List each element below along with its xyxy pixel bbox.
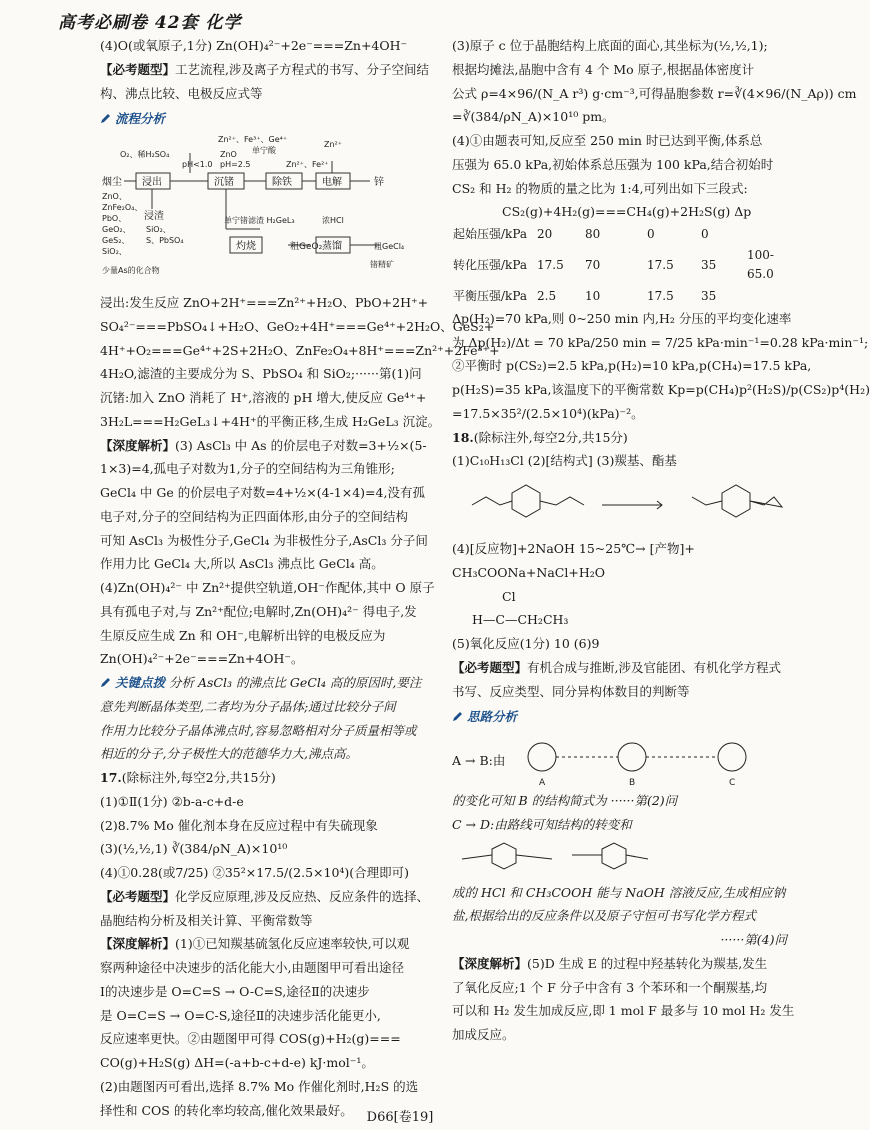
benzene-ring [602, 843, 626, 869]
flow-ions-top: Zn²⁺、Fe³⁺、Ge⁴⁺ [218, 135, 288, 144]
deep-analysis [452, 952, 797, 976]
explain-line: =∛(384/ρN_A)×10¹⁰ pm。 [452, 109, 615, 125]
answer-line: (4)[反应物]+2NaOH 15~25℃→ [产物]+ [452, 541, 695, 556]
flow-electro: 电解 [322, 177, 342, 188]
deep-line: 1×3)=4,孤电子对数为1,分子的空间结构为三角锥形; [100, 461, 395, 477]
think-text: 的变化可知 B 的结构简式为 [452, 793, 607, 808]
crude-geo2: 粗GeO₂ [290, 242, 323, 252]
tag-label: 【深度解析】 [100, 936, 176, 952]
explain-line: 根据均摊法,晶胞中含有 4 个 Mo 原子,根据晶体密度计 [452, 61, 755, 77]
residue-2: S、PbSO₄ [146, 236, 184, 245]
molecule-c [718, 743, 746, 771]
answer-line: CH₃COONa+NaCl+H₂O [452, 564, 605, 580]
type-text: 工艺流程,涉及离子方程式的书写、分子空间结 [175, 61, 429, 77]
table-cell [746, 224, 797, 245]
right-column [452, 34, 870, 1047]
residue: 浸渣 [144, 211, 164, 222]
explain-line: p(H₂S)=35 kPa,该温度下的平衡常数 Kp=p(CH₄)p²(H₂S)/p(CS₂)p⁴(H₂) [452, 382, 870, 397]
raw-3: PbO、 [102, 214, 127, 223]
think-line [452, 789, 797, 813]
flow-leach: 浸出 [142, 177, 162, 188]
deep-line: (4)Zn(OH)₄²⁻ 中 Zn²⁺提供空轨道,OH⁻作配体,其中 O 原子 [100, 580, 435, 595]
type-line [452, 656, 797, 680]
key-line: 意先判断晶体类型,二者均为分子晶体;通过比较分子间 [100, 698, 396, 714]
precip-line-1: 沉锗:加入 ZnO 消耗了 H⁺,溶液的 pH 增大,使反应 Ge⁴⁺+ [100, 390, 427, 405]
benzene-ring [512, 485, 540, 517]
raw-1: ZnO、 [102, 192, 127, 201]
leach-line-3: 4H⁺+O₂===Ge⁴⁺+2S+2H₂O、ZnFe₂O₄+8H⁺===Zn²⁺+2Fe³⁺+ [100, 342, 500, 358]
type-text: 有机合成与推断,涉及官能团、有机化学方程式 [527, 659, 781, 675]
think-line: 盐,根据给出的反应条件以及原子守恒可书写化学方程式 [452, 908, 756, 924]
deep-line: 具有孤电子对,与 Zn²⁺配位;电解时,Zn(OH)₄²⁻ 得电子,发 [100, 603, 417, 619]
explain-line: (3)原子 c 位于晶胞结构上底面的面心,其坐标为(½,½,1); [452, 38, 768, 53]
think-section-title [452, 705, 797, 729]
answer-line: (1)C₁₀H₁₃Cl (2)[结构式] (3)羰基、酯基 [452, 453, 677, 469]
benzene-ring [722, 485, 750, 517]
table-cell: 17.5 [647, 257, 674, 272]
type-line: 晶胞结构分析及相关计算、平衡常数等 [100, 912, 313, 928]
deep-analysis [100, 434, 440, 458]
benzene-ring [492, 843, 516, 869]
table-row [452, 286, 797, 307]
type-line [100, 885, 440, 909]
molecule-b [618, 743, 646, 771]
flow-ph2: pH=2.5 [220, 160, 251, 169]
product-bonds [692, 497, 782, 507]
flow-roast: 灼烧 [236, 241, 256, 252]
key-line: 相近的分子,分子极性大的范德华力大,沸点高。 [100, 746, 358, 762]
deep-line: Ⅰ的决速步是 O=C=S → O-C=S,途径Ⅱ的决速步 [100, 983, 370, 999]
crude-gecl4: 粗GeCl₄ [374, 242, 405, 251]
table-cell: 2.5 [537, 288, 557, 303]
pencil-icon [100, 676, 112, 688]
ab-scheme [452, 731, 797, 787]
molecule-a [528, 743, 556, 771]
table-cell: 20 [537, 227, 553, 241]
page-header: 高考必刷卷 42套 化学 [58, 13, 242, 33]
deep-line: 加成反应。 [452, 1027, 515, 1042]
flow-ph1: pH<1.0 [182, 160, 213, 169]
chain-bonds [472, 497, 584, 505]
flow-precip: 沉锗 [214, 177, 234, 188]
flow-ions-2: Zn²⁺、Fe²⁺ [286, 160, 329, 169]
table-cell: 转化压强/kPa [453, 257, 528, 272]
deep-line: (2)由题图丙可看出,选择 8.7% Mo 作催化剂时,H₂S 的选 [100, 1078, 419, 1094]
table-cell: 17.5 [647, 288, 674, 303]
question-number: 18. [452, 429, 474, 445]
q17-note: (除标注外,每空2分,共15分) [121, 770, 276, 785]
flow-deiron: 除铁 [272, 177, 292, 188]
leach-line-4: 4H₂O,滤渣的主要成分为 S、PbSO₄ 和 SiO₂;······第(1)问 [100, 366, 422, 382]
flow-ions-3: Zn²⁺ [324, 140, 342, 149]
structure-cl: Cl [502, 588, 516, 604]
answer-line: (4)O(或氧原子,1分) Zn(OH)₄²⁻+2e⁻===Zn+4OH⁻ [100, 38, 408, 53]
answer-line: (5)氧化反应(1分) 10 (6)9 [452, 636, 600, 651]
table-row [452, 245, 797, 285]
reaction-scheme [452, 475, 797, 535]
deep-text: (1)①已知羰基硫氢化反应速率较快,可以观 [175, 936, 410, 952]
flow-section-title [100, 107, 440, 131]
q18-header [452, 426, 797, 450]
table-cell: 0 [647, 227, 655, 241]
precip-line-2: 3H₂L===H₂GeL₃↓+4H⁺的平衡正移,生成 H₂GeL₃ 沉淀。 [100, 413, 441, 429]
label-c: C [729, 778, 736, 788]
deep-analysis [100, 932, 440, 956]
q17-header [100, 766, 440, 790]
type-line-2: 构、沸点比较、电极反应式等 [100, 85, 263, 101]
key-line: 作用力比较分子晶体沸点时,容易忽略相对分子质量相等或 [100, 722, 417, 738]
think-line: 成的 HCl 和 CH₃COOH 能与 NaOH 溶液反应,生成相应钠 [452, 884, 786, 900]
think-line: C → D:由路线可知结构的转变和 [452, 816, 632, 832]
deep-line: Zn(OH)₄²⁻+2e⁻===Zn+4OH⁻。 [100, 651, 304, 667]
deep-line: 是 O=C=S → O=C-S,途径Ⅱ的决速步活化能更小, [100, 1007, 381, 1023]
table-cell: 80 [585, 227, 601, 241]
table-row [452, 224, 797, 245]
explain-line: ②平衡时 p(CS₂)=2.5 kPa,p(H₂)=10 kPa,p(CH₄)=17.5 kPa, [452, 358, 812, 374]
pencil-icon [100, 112, 112, 124]
tag-label: 【深度解析】 [452, 955, 528, 971]
flow-tannin-acid: 单宁酸 [252, 146, 276, 155]
page-footer: D66[卷19] [366, 1110, 434, 1125]
flow-dust: 烟尘 [102, 177, 122, 188]
deep-line: 作用力比 GeCl₄ 大,所以 AsCl₃ 沸点比 GeCl₄ 高。 [100, 556, 384, 572]
think-ref: ······第(2)问 [610, 793, 678, 808]
key-label: 关键点拨 [115, 675, 166, 690]
tag-label: 【必考题型】 [452, 659, 528, 675]
deep-line: 择性和 COS 的转化率均较高,催化效果最好。 [100, 1102, 353, 1118]
conc-hcl: 浓HCl [322, 216, 344, 225]
deep-line: 可知 AsCl₃ 为极性分子,GeCl₄ 为非极性分子,AsCl₃ 分子间 [100, 532, 428, 548]
leach-line-2: SO₄²⁻===PbSO₄↓+H₂O、GeO₂+4H⁺===Ge⁴⁺+2H₂O、GeS₂+ [100, 318, 495, 334]
deep-line: 察两种途径中决速步的活化能大小,由题图甲可看出途径 [100, 960, 404, 975]
flow-zno: ZnO [220, 150, 237, 159]
answer-line: (1)①Ⅱ(1分) ②b-a-c+d-e [100, 793, 244, 809]
table-cell: 起始压强/kPa [453, 227, 528, 241]
tannin-residue: 单宁锗滤渣 H₂GeL₃ [224, 216, 295, 225]
explain-line: 为 Δp(H₂)/Δt = 70 kPa/250 min = 7/25 kPa·min⁻¹=0.28 kPa·min⁻¹; [452, 334, 869, 350]
flow-zinc: 锌 [374, 177, 384, 188]
tag-label: 【深度解析】 [100, 437, 176, 453]
table-cell: 0 [701, 227, 709, 241]
think-ref: ······第(4)问 [720, 932, 787, 947]
answer-line: (4)①0.28(或7/25) ②35²×17.5/(2.5×10⁴)(合理即可) [100, 865, 410, 880]
label-b: B [629, 778, 636, 788]
table-cell: 100-65.0 [747, 248, 774, 282]
pencil-icon [452, 710, 464, 722]
section-label: 流程分析 [115, 111, 166, 127]
deep-line: 电子对,分子的空间结构为正四面体形,由分子的空间结构 [100, 508, 408, 524]
q18-note: (除标注外,每空2分,共15分) [473, 429, 628, 445]
ab-svg [512, 731, 802, 787]
flow-reagent: O₂、稀H₂SO₄ [120, 150, 170, 159]
table-cell [746, 286, 797, 307]
table-cell: 17.5 [537, 257, 564, 272]
deep-line: 生原反应生成 Zn 和 OH⁻,电解析出锌的电极反应为 [100, 627, 386, 643]
deep-line: 了氧化反应;1 个 F 分子中含有 3 个苯环和一个酮羰基,均 [452, 979, 768, 995]
raw-6: SiO₂、 [102, 247, 127, 256]
explain-line: Δp(H₂)=70 kPa,则 0~250 min 内,H₂ 分压的平均变化速率 [452, 310, 792, 326]
deep-line: 反应速率更快。②由题图甲可得 COS(g)+H₂(g)=== [100, 1031, 401, 1047]
table-cell: 10 [585, 288, 601, 303]
equation: CS₂(g)+4H₂(g)===CH₄(g)+2H₂S(g) Δp [502, 204, 752, 220]
type-line: 书写、反应类型、同分异构体数目的判断等 [452, 683, 690, 699]
section-label: 思路分析 [467, 709, 518, 725]
explain-line: CS₂ 和 H₂ 的物质的量之比为 1:4,可列出如下三段式: [452, 180, 748, 196]
table-cell: 35 [701, 257, 717, 272]
label-a: A [539, 778, 546, 788]
explain-line: =17.5×35²/(2.5×10⁴)(kPa)⁻²。 [452, 405, 644, 421]
question-number: 17. [100, 770, 122, 785]
tag-label: 【必考题型】 [100, 61, 176, 77]
tag-label: 【必考题型】 [100, 888, 176, 904]
cd-scheme [452, 839, 797, 879]
explain-line: (4)①由题表可知,反应至 250 min 时已达到平衡,体系总 [452, 133, 763, 148]
leach-line-1: 浸出:发生反应 ZnO+2H⁺===Zn²⁺+H₂O、PbO+2H⁺+ [100, 295, 429, 310]
three-stage-table [452, 224, 797, 307]
table-cell: 35 [701, 288, 717, 303]
table-cell: 平衡压强/kPa [453, 288, 528, 303]
key-title [100, 675, 165, 690]
raw-4: GeO₂、 [102, 225, 131, 234]
explain-line: 压强为 65.0 kPa,初始体系总压强为 100 kPa,结合初始时 [452, 156, 774, 172]
deep-line: 可以和 H₂ 发生加成反应,即 1 mol F 最多与 10 mol H₂ 发生 [452, 1003, 795, 1019]
ab-label: A → B:由 [452, 753, 506, 768]
reaction-svg [452, 475, 792, 535]
cd-svg [452, 839, 792, 879]
residue-1: SiO₂、 [146, 225, 171, 234]
deep-line: GeCl₄ 中 Ge 的价层电子对数=4+½×(4-1×4)=4,没有孤 [100, 485, 425, 500]
flow-distill: 蒸馏 [322, 241, 342, 252]
type-line [100, 58, 440, 82]
flowchart-svg [100, 133, 440, 289]
answer-line: (2)8.7% Mo 催化剂本身在反应过程中有失硫现象 [100, 817, 378, 833]
type-text: 化学反应原理,涉及反应热、反应条件的选择、 [175, 888, 429, 904]
key-text: 分析 AsCl₃ 的沸点比 GeCl₄ 高的原因时,要注 [169, 675, 422, 690]
cd-bonds [462, 855, 648, 859]
deep-text: (5)D 生成 E 的过程中羟基转化为羰基,发生 [527, 955, 768, 971]
explain-line: 公式 ρ=4×96/(N_A r³) g·cm⁻³,可得晶胞参数 r=∛(4×96/(N_Aρ)) cm [452, 85, 857, 101]
process-flowchart [100, 133, 440, 289]
deep-line: CO(g)+H₂S(g) ΔH=(-a+b-c+d-e) kJ·mol⁻¹。 [100, 1055, 374, 1070]
raw-2: ZnFe₂O₄、 [102, 203, 143, 212]
key-point [100, 671, 440, 695]
ge-concentrate: 锗精矿 [370, 260, 394, 269]
deep-text: (3) AsCl₃ 中 As 的价层电子对数=3+½×(5- [175, 437, 427, 453]
answer-line: (3)(½,½,1) ∛(384/ρN_A)×10¹⁰ [100, 841, 288, 857]
as-note: 少量As的化合物 [102, 266, 160, 275]
structure-chain: H—C—CH₂CH₃ [472, 612, 569, 628]
raw-5: GeS₂、 [102, 236, 130, 245]
table-cell: 70 [585, 257, 601, 272]
